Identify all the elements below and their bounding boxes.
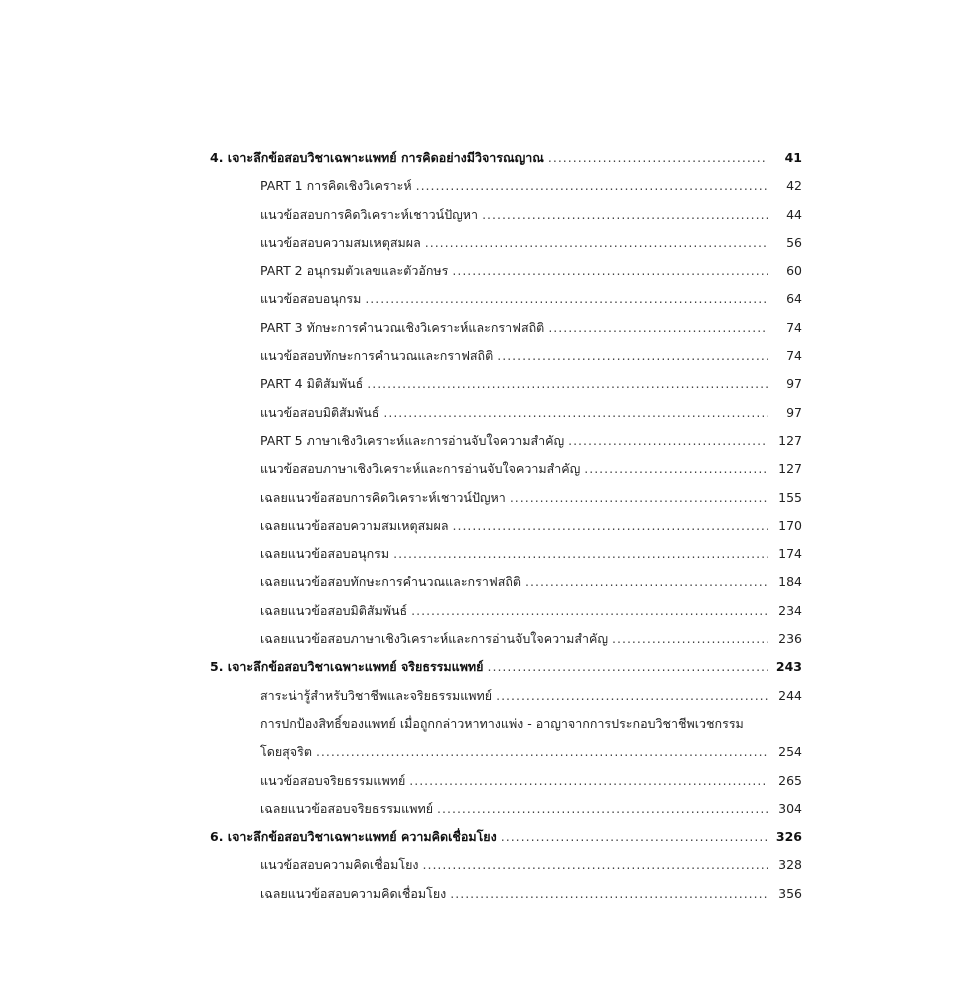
dot-leader <box>393 540 768 568</box>
toc-chapter-entry <box>210 653 802 681</box>
toc-entry-title: 4. เจาะลึกข้อสอบวิชาเฉพาะแพทย์ การคิดอย่างมีวิจารณญาณ <box>210 150 544 165</box>
toc-page-number: 174 <box>778 546 802 562</box>
dot-leader <box>548 144 768 172</box>
toc-entry-title: การปกป้องสิทธิ์ของแพทย์ เมื่อถูกกล่าวหาทางแพ่ง - อาญาจากการประกอบวิชาชีพเวชกรรม <box>260 715 744 731</box>
toc-entry-title: เฉลยแนวข้อสอบอนุกรม <box>260 546 390 562</box>
toc-entry-title: 6. เจาะลึกข้อสอบวิชาเฉพาะแพทย์ ความคิดเชื่อมโยง <box>210 829 497 845</box>
toc-entry-title: แนวข้อสอบความคิดเชื่อมโยง <box>260 857 419 873</box>
dot-leader <box>584 455 768 483</box>
toc-entry <box>210 342 802 370</box>
toc-entry <box>210 795 802 823</box>
toc-entry-title: PART 2 อนุกรมตัวเลขและตัวอักษร <box>260 263 449 279</box>
dot-leader <box>416 172 768 200</box>
toc-entry <box>210 738 802 766</box>
toc-page-number: 127 <box>778 432 802 448</box>
toc-page-number: 97 <box>786 404 802 420</box>
toc-entry <box>210 625 802 653</box>
dot-leader <box>501 823 768 851</box>
toc-chapter-entry <box>210 823 802 851</box>
toc-page-number: 44 <box>786 206 802 222</box>
toc-entry-title: แนวข้อสอบมิติสัมพันธ์ <box>260 404 380 420</box>
dot-leader <box>568 427 768 455</box>
dot-leader <box>437 795 768 823</box>
dot-leader <box>548 314 768 342</box>
dot-leader <box>612 625 768 653</box>
toc-entry-title: 5. เจาะลึกข้อสอบวิชาเฉพาะแพทย์ จริยธรรมแพทย์ <box>210 659 484 675</box>
toc-entry-title: เฉลยแนวข้อสอบการคิดวิเคราะห์เชาวน์ปัญหา <box>260 489 506 505</box>
toc-entry-title: เฉลยแนวข้อสอบทักษะการคำนวณและกราฟสถิติ <box>260 574 522 590</box>
toc-page-number: 155 <box>778 489 802 505</box>
toc-page-number: 184 <box>778 574 802 590</box>
toc-page-number: 236 <box>778 631 802 647</box>
toc-entry <box>210 172 802 200</box>
toc-page-number: 326 <box>775 829 802 845</box>
dot-leader <box>411 597 768 625</box>
toc-entry <box>210 682 802 710</box>
toc-page-number: 265 <box>778 772 802 788</box>
toc-entry-title: แนวข้อสอบการคิดวิเคราะห์เชาวน์ปัญหา <box>260 206 479 222</box>
toc-entry-title: โดยสุจริต <box>260 744 312 760</box>
dot-leader <box>525 568 768 596</box>
toc-entry <box>210 285 802 313</box>
toc-page-number: 64 <box>786 291 802 307</box>
dot-leader <box>453 512 768 540</box>
toc-entry-title: เฉลยแนวข้อสอบมิติสัมพันธ์ <box>260 602 408 618</box>
toc-page-number: 127 <box>778 461 802 477</box>
toc-page-number: 42 <box>786 178 802 194</box>
dot-leader <box>496 682 768 710</box>
toc-page-number: 56 <box>786 234 802 250</box>
dot-leader <box>425 229 768 257</box>
toc-page-number: 254 <box>778 744 802 760</box>
toc-page-number: 170 <box>778 517 802 533</box>
table-of-contents <box>210 144 802 908</box>
toc-entry-title: เฉลยแนวข้อสอบจริยธรรมแพทย์ <box>260 800 434 816</box>
toc-page-number: 243 <box>775 659 802 675</box>
toc-entry <box>210 229 802 257</box>
dot-leader <box>316 738 768 766</box>
toc-entry-title: แนวข้อสอบอนุกรม <box>260 291 362 307</box>
toc-page-number: 41 <box>784 150 802 165</box>
toc-page-number: 356 <box>778 885 802 901</box>
toc-page-number: 97 <box>786 376 802 392</box>
toc-entry <box>210 427 802 455</box>
dot-leader <box>452 257 768 285</box>
toc-entry-title: แนวข้อสอบภาษาเชิงวิเคราะห์และการอ่านจับใจความสำคัญ <box>260 461 581 477</box>
dot-leader <box>383 399 768 427</box>
dot-leader <box>497 342 768 370</box>
toc-entry-title: แนวข้อสอบทักษะการคำนวณและกราฟสถิติ <box>260 348 494 364</box>
toc-entry-title: สาระน่ารู้สำหรับวิชาชีพและจริยธรรมแพทย์ <box>260 687 493 703</box>
toc-entry <box>210 710 802 738</box>
toc-entry <box>210 257 802 285</box>
toc-entry <box>210 568 802 596</box>
toc-entry-title: แนวข้อสอบจริยธรรมแพทย์ <box>260 772 406 788</box>
toc-page-number: 328 <box>778 857 802 873</box>
toc-page-number: 60 <box>786 263 802 279</box>
toc-entry <box>210 201 802 229</box>
toc-entry <box>210 484 802 512</box>
toc-page-number: 234 <box>778 602 802 618</box>
toc-page-number: 74 <box>786 319 802 335</box>
toc-page-number: 74 <box>786 348 802 364</box>
toc-entry <box>210 851 802 879</box>
toc-entry-title: PART 5 ภาษาเชิงวิเคราะห์และการอ่านจับใจความสำคัญ <box>260 432 565 448</box>
toc-entry <box>210 314 802 342</box>
dot-leader <box>488 653 769 681</box>
toc-entry <box>210 880 802 908</box>
toc-entry <box>210 399 802 427</box>
toc-entry <box>210 540 802 568</box>
toc-entry-title: PART 1 การคิดเชิงวิเคราะห์ <box>260 178 412 194</box>
toc-entry-title: PART 3 ทักษะการคำนวณเชิงวิเคราะห์และกราฟสถิติ <box>260 319 545 335</box>
toc-entry-title: แนวข้อสอบความสมเหตุสมผล <box>260 234 421 250</box>
toc-entry-title: PART 4 มิติสัมพันธ์ <box>260 376 364 392</box>
toc-entry <box>210 767 802 795</box>
toc-entry <box>210 370 802 398</box>
toc-entry <box>210 512 802 540</box>
dot-leader <box>450 880 768 908</box>
dot-leader <box>365 285 768 313</box>
dot-leader <box>510 484 768 512</box>
toc-entry-title: เฉลยแนวข้อสอบความคิดเชื่อมโยง <box>260 885 447 901</box>
toc-entry <box>210 597 802 625</box>
toc-entry-title: เฉลยแนวข้อสอบภาษาเชิงวิเคราะห์และการอ่านจับใจความสำคัญ <box>260 631 609 647</box>
dot-leader <box>423 851 768 879</box>
dot-leader <box>409 767 768 795</box>
toc-chapter-entry <box>210 144 802 172</box>
toc-entry <box>210 455 802 483</box>
dot-leader <box>367 370 768 398</box>
toc-page-number: 244 <box>778 687 802 703</box>
toc-entry-title: เฉลยแนวข้อสอบความสมเหตุสมผล <box>260 517 449 533</box>
toc-page-number: 304 <box>778 800 802 816</box>
dot-leader <box>482 201 768 229</box>
